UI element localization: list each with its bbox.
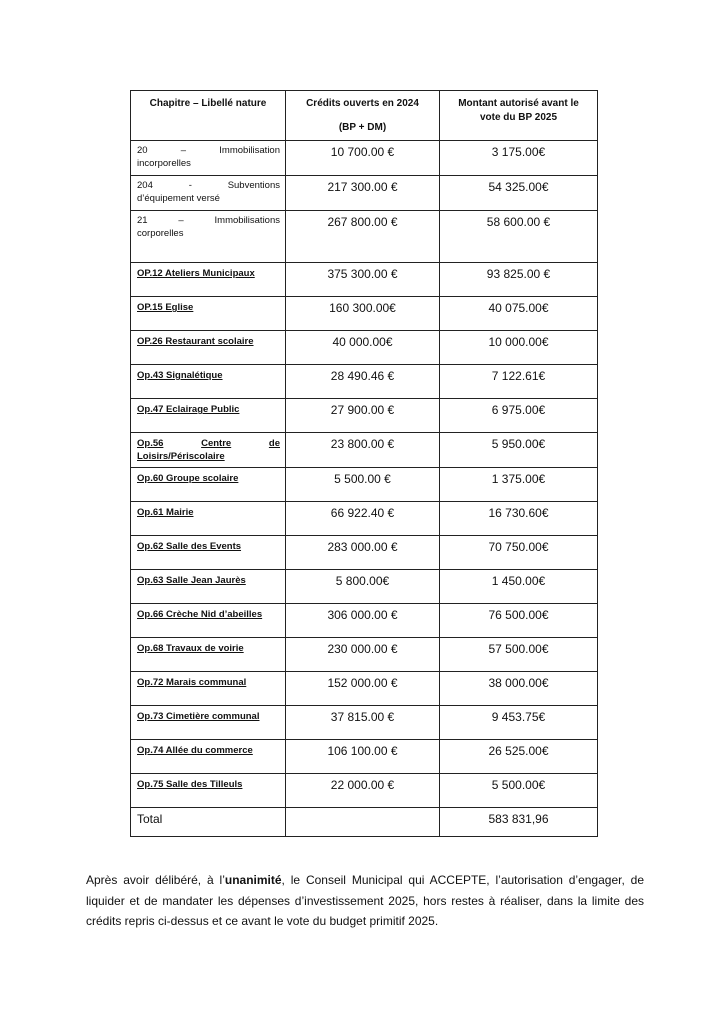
credits-cell: 40 000.00€ [332, 335, 393, 349]
montant-cell: 54 325.00€ [488, 180, 549, 194]
table-row-op56 [131, 433, 598, 468]
credits-cell: 160 300.00€ [329, 301, 396, 315]
table-row-chapter-21 [131, 211, 598, 263]
operation-label: OP.12 Ateliers Municipaux [137, 268, 255, 279]
credits-cell: 37 815.00 € [330, 710, 395, 724]
credits-cell: 152 000.00 € [327, 676, 398, 690]
montant-cell: 57 500.00€ [488, 642, 549, 656]
operation-label: OP.15 Eglise [137, 302, 194, 313]
table-row-chapter-20 [131, 141, 598, 176]
header-chapitre [131, 91, 286, 141]
montant-cell: 93 825.00 € [486, 267, 551, 281]
table-row [131, 740, 598, 774]
header-montant-line1: Montant autorisé avant le [458, 98, 579, 109]
chapter-line2: d’équipement versé [137, 193, 220, 204]
operation-label: Op.62 Salle des Events [137, 541, 242, 552]
budget-table [130, 90, 598, 837]
operation-label: Op.73 Cimetière communal [137, 711, 260, 722]
montant-cell: 5 500.00€ [491, 778, 546, 792]
montant-cell: 1 450.00€ [491, 574, 546, 588]
credits-cell: 306 000.00 € [327, 608, 398, 622]
operation-label: Op.75 Salle des Tilleuls [137, 779, 243, 790]
table-row-chapter-204 [131, 176, 598, 211]
credits-cell: 27 900.00 € [330, 403, 395, 417]
chapter-code: 20 [137, 145, 148, 156]
paragraph-part1: Après avoir délibéré, à l’ [86, 873, 225, 887]
credits-cell: 10 700.00 € [330, 145, 395, 159]
table-row [131, 570, 598, 604]
chapter-line2: incorporelles [137, 158, 191, 169]
paragraph-part2: , le Conseil Municipal qui ACCEPTE, l’autorisation d’engager, de liquider et de mandater les dépenses d’investissement 2025, hors restes à réaliser, dans la limite des crédits repris ci-dessus et ce avant le vote du budget primitif 2025. [86, 873, 645, 928]
table-row [131, 774, 598, 808]
header-chapitre-text: Chapitre – Libellé nature [149, 98, 267, 109]
chapter-sep: – [178, 215, 184, 226]
table-row [131, 706, 598, 740]
credits-cell: 106 100.00 € [327, 744, 398, 758]
credits-cell: 375 300.00 € [327, 267, 398, 281]
header-credits [286, 91, 440, 141]
credits-cell: 23 800.00 € [330, 437, 395, 451]
table-row [131, 331, 598, 365]
total-label: Total [137, 812, 163, 826]
operation-label: Op.68 Travaux de voirie [137, 643, 244, 654]
montant-cell: 76 500.00€ [488, 608, 549, 622]
montant-cell: 7 122.61€ [491, 369, 546, 383]
table-row-total [131, 808, 598, 837]
table-row [131, 263, 598, 297]
chapter-sep: – [180, 145, 187, 156]
operation-label: Op.43 Signalétique [137, 370, 223, 381]
credits-cell: 5 800.00€ [335, 574, 390, 588]
montant-cell: 3 175.00€ [491, 145, 546, 159]
table-row [131, 536, 598, 570]
total-credits [286, 808, 439, 812]
chapter-code: 21 [137, 215, 148, 226]
operation-label: Op.74 Allée du commerce [137, 745, 253, 756]
table-row [131, 399, 598, 433]
table-row [131, 604, 598, 638]
credits-cell: 28 490.46 € [330, 369, 395, 383]
chapter-sep: - [188, 180, 192, 191]
credits-cell: 22 000.00 € [330, 778, 395, 792]
chapter-word: Subventions [227, 180, 280, 191]
credits-cell: 66 922.40 € [330, 506, 395, 520]
chapter-word: Immobilisation [219, 145, 280, 156]
operation-label: Op.61 Mairie [137, 507, 194, 518]
montant-cell: 9 453.75€ [491, 710, 546, 724]
montant-cell: 70 750.00€ [488, 540, 549, 554]
op56-w3: de [268, 438, 280, 449]
montant-cell: 1 375.00€ [491, 472, 546, 486]
montant-cell: 10 000.00€ [488, 335, 549, 349]
operation-label: Op.47 Eclairage Public [137, 404, 240, 415]
operation-label: OP.26 Restaurant scolaire [137, 336, 254, 347]
credits-cell: 267 800.00 € [327, 215, 398, 229]
credits-cell: 5 500.00 € [334, 472, 391, 486]
header-montant [440, 91, 598, 141]
montant-cell: 58 600.00 € [486, 215, 551, 229]
montant-cell: 5 950.00€ [491, 437, 546, 451]
table-row [131, 297, 598, 331]
op56-line2: Loisirs/Périscolaire [137, 451, 225, 462]
total-montant: 583 831,96 [488, 812, 549, 826]
header-credits-line2: (BP + DM) [338, 122, 387, 133]
header-credits-line1: Crédits ouverts en 2024 [306, 98, 419, 109]
header-montant-line2: vote du BP 2025 [479, 112, 558, 123]
operation-label: Op.66 Crèche Nid d’abeilles [137, 609, 263, 620]
montant-cell: 16 730.60€ [488, 506, 549, 520]
deliberation-paragraph [86, 870, 644, 932]
operation-label: Op.60 Groupe scolaire [137, 473, 239, 484]
chapter-line2: corporelles [137, 228, 184, 239]
chapter-word: Immobilisations [214, 215, 280, 226]
table-row [131, 672, 598, 706]
credits-cell: 283 000.00 € [327, 540, 398, 554]
montant-cell: 6 975.00€ [491, 403, 546, 417]
table-row [131, 365, 598, 399]
op56-w1: Op.56 [137, 438, 164, 449]
montant-cell: 40 075.00€ [488, 301, 549, 315]
table-header-row [131, 91, 598, 141]
table-row [131, 638, 598, 672]
table-row [131, 502, 598, 536]
montant-cell: 38 000.00€ [488, 676, 549, 690]
op56-w2: Centre [201, 438, 232, 449]
montant-cell: 26 525.00€ [488, 744, 549, 758]
credits-cell: 230 000.00 € [327, 642, 398, 656]
operation-label: Op.63 Salle Jean Jaurès [137, 575, 246, 586]
credits-cell: 217 300.00 € [327, 180, 398, 194]
operation-label: Op.72 Marais communal [137, 677, 247, 688]
table-row [131, 468, 598, 502]
paragraph-bold: unanimité [224, 873, 282, 887]
chapter-code: 204 [137, 180, 153, 191]
